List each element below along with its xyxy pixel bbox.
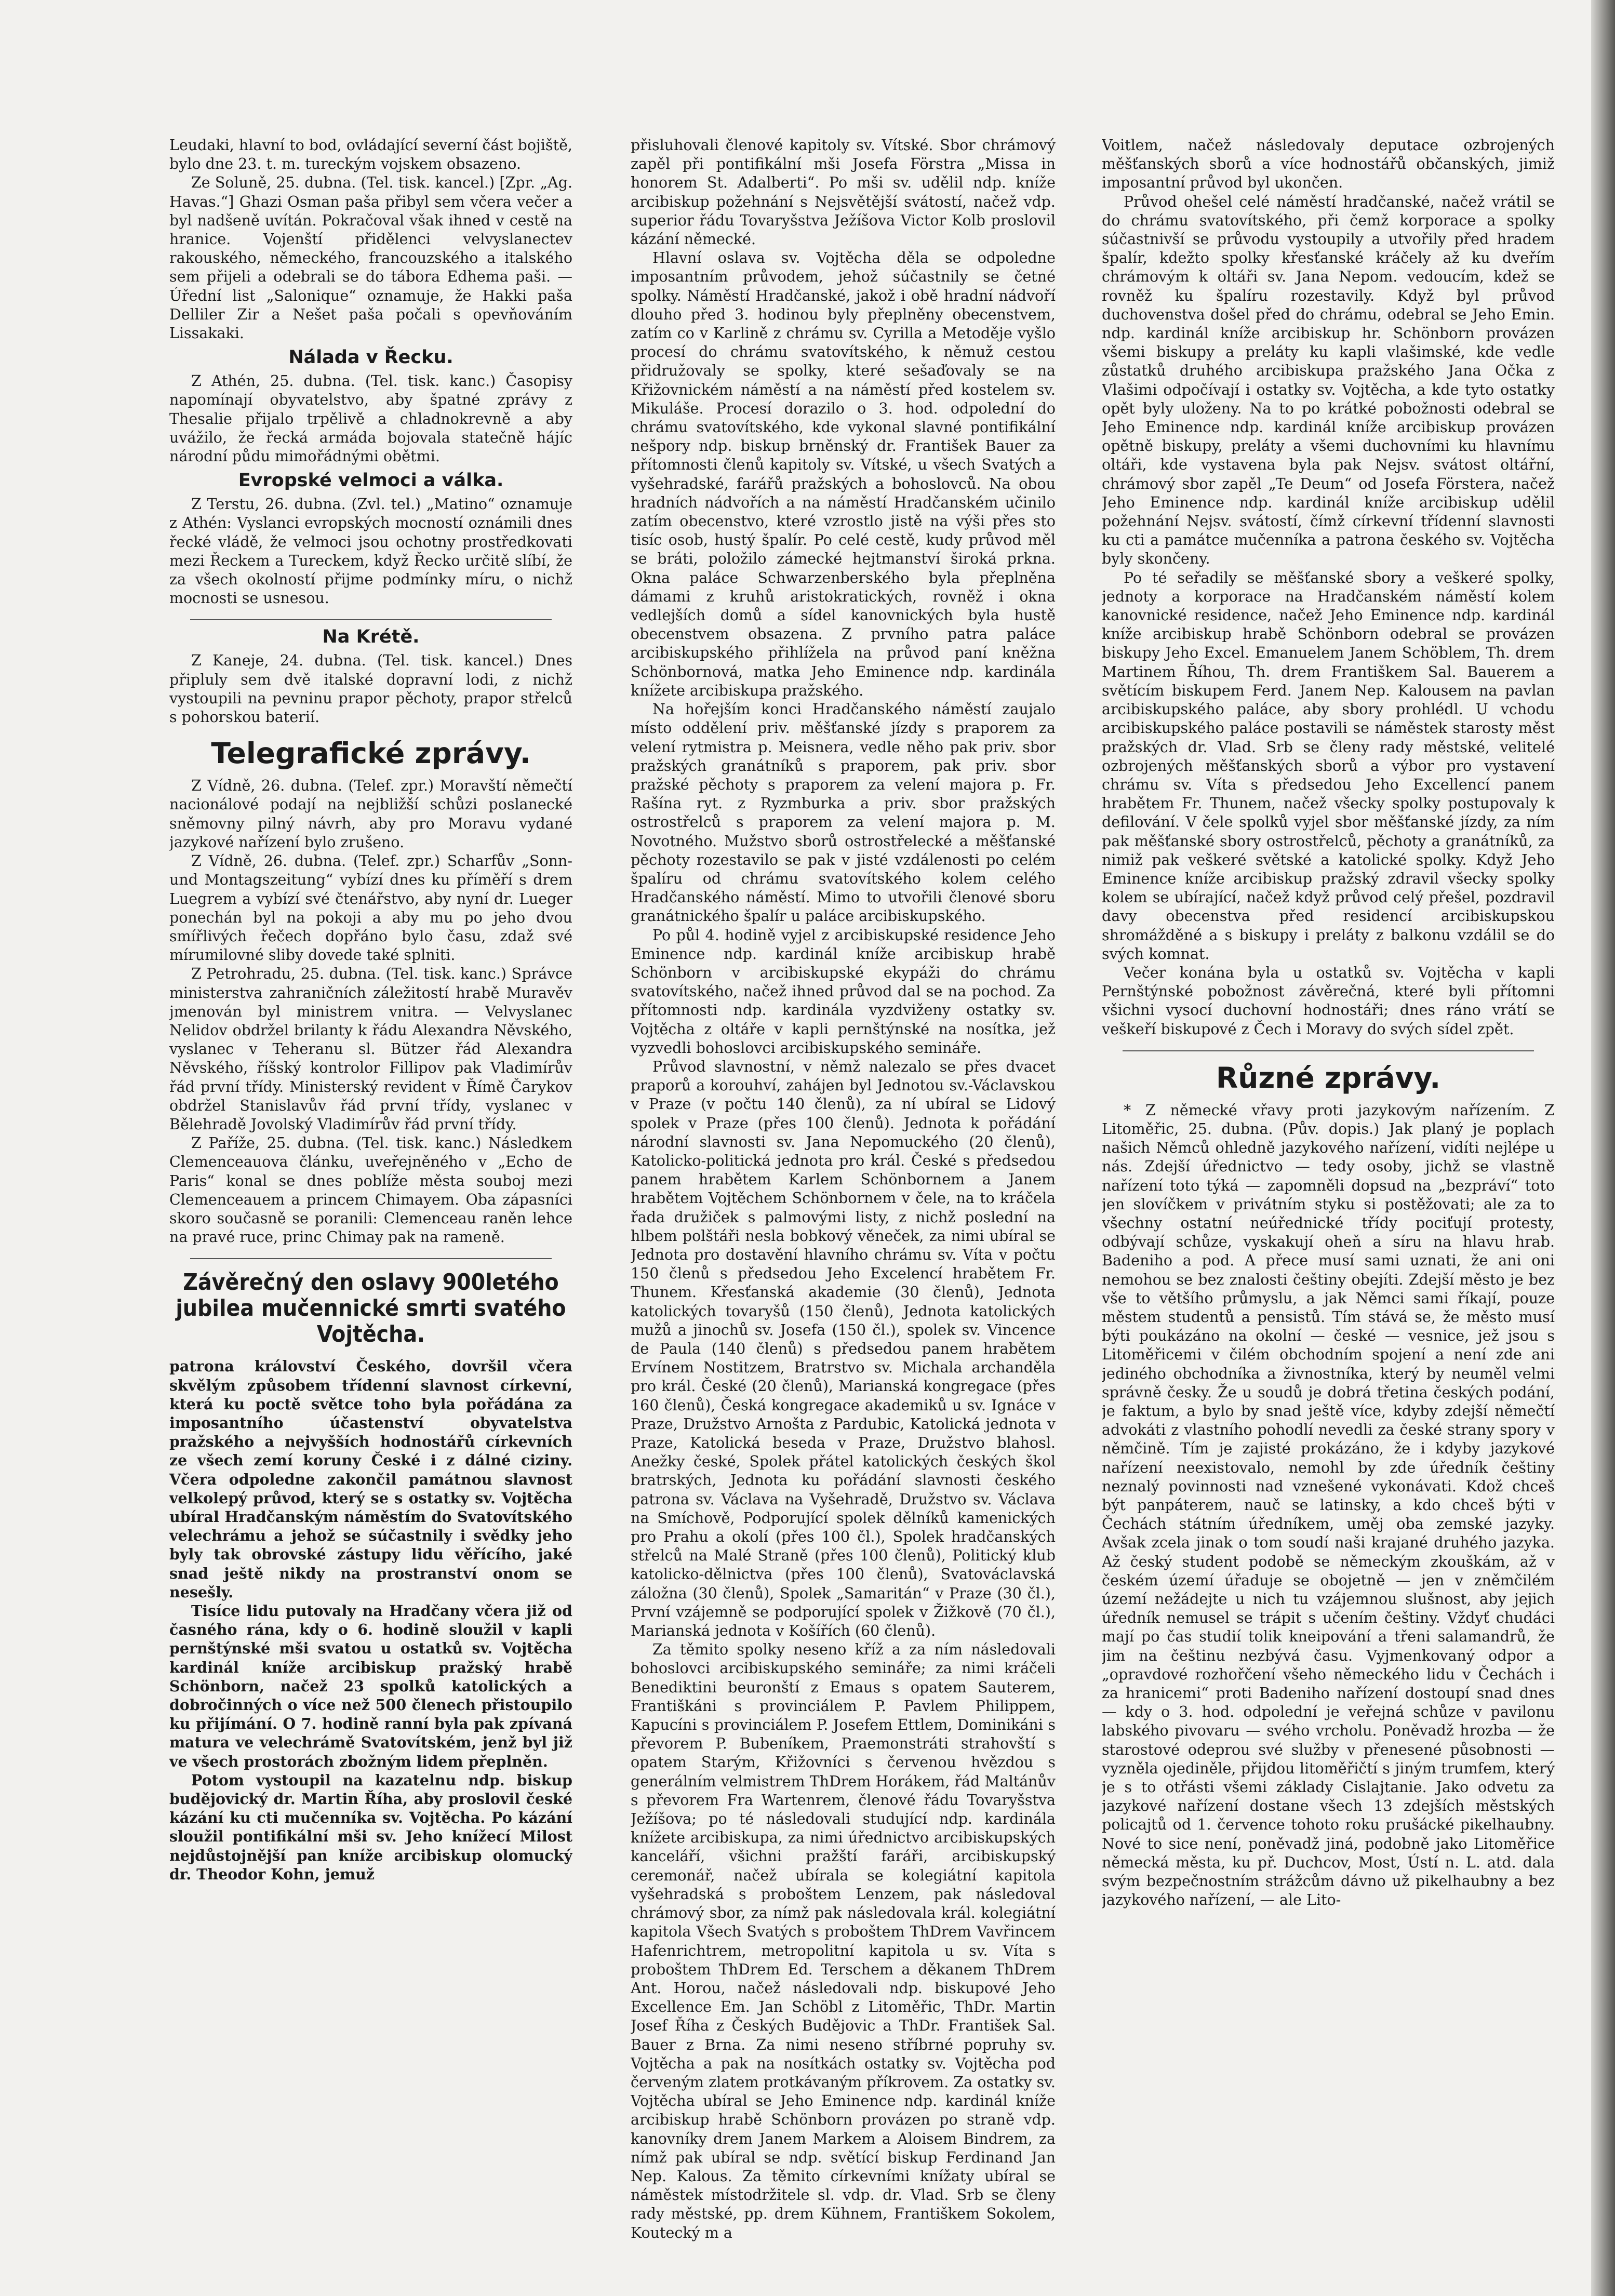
article-text: Z Kaneje, 24. dubna. (Tel. tisk. kancel.) Dnes připluly sem dvě italské dopravní lodi, z nichž vystoupili na pevninu prapor pěchoty, prapor střelců s pohorskou baterií. xyxy=(169,652,572,726)
page-edge xyxy=(1591,0,1615,2296)
article-text: Z Terstu, 26. dubna. (Zvl. tel.) „Matino“ oznamuje z Athén: Vyslanci evropských mocností oznámili dnes řecké vládě, že velmoci jsou ochotny prostředkovati mezi Řeckem a Tureckem, když Řecko určitě slíbí, že za všech okolností přijme podmínky míru, o nichž mocnosti se usnesou. xyxy=(169,496,572,607)
column-3 xyxy=(1102,136,1555,2281)
article-text: Z Petrohradu, 25. dubna. (Tel. tisk. kanc.) Správce ministerstva zahraničních záležitostí hrabě Muravěv jmenován byl ministrem vnitra. — Velvyslanec Nelidov obdržel brilanty k řádu Alexandra Něvského, vyslanec v Teheranu sl. Bützer řád Alexandra Něvského, říšský kontrolor Fillipov pak Vladimírův řád první třídy. Ministerský revident v Římě Čarykov obdržel Stanislavův řád první třídy, vyslanec v Bělehradě Jovolský Vladimírův řád první třídy. xyxy=(169,965,572,1133)
article-text: Z Paříže, 25. dubna. (Tel. tisk. kanc.) Následkem Clemenceauova článku, uveřejněného v „Echo de Paris“ konal se dnes poblíže města souboj mezi Clemenceauem a princem Chimayem. Oba zápasníci skoro současně se poranili: Clemenceau raněn lehce na pravé ruce, princ Chimay pak na rameně. xyxy=(169,1134,572,1246)
article-text: Po půl 4. hodině vyjel z arcibiskupské residence Jeho Eminence ndp. kardinál kníže arcibiskup hrabě Schönborn v arcibiskupské ekypáži do chrámu svatovítského, načež ihned průvod dal se na pochod. Za přítomnosti ndp. kardinála vyzdviženy ostatky sv. Vojtěcha z oltáře v kapli pernštýnské na nosítka, jež vyzvedli bohoslovci arcibiskupského semináře. xyxy=(631,926,1056,1057)
section-title: Telegrafické zprávy. xyxy=(211,737,531,770)
headline: Závěrečný den oslavy 900letého jubilea mučennické smrti svatého Vojtěcha. xyxy=(176,1269,566,1348)
column-2 xyxy=(631,136,1056,2281)
article-text: Průvod ohešel celé náměstí hradčanské, načež vrátil se do chrámu svatovítského, při čemž korporace a spolky súčastnivší se průvodu vystoupily a utvořily před hradem špalír, kdežto spolky křesťanské kráčely až ku dveřím chrámovým k oltáři sv. Jana Nepom. vedoucím, kdež se rovněž ku špalíru rozestavily. Když byl průvod duchovenstva došel před do chrámu, odebral se Jeho Emin. ndp. kardinál kníže arcibiskup hr. Schönborn provázen všemi biskupy a preláty ku kapli vlašimské, kde vedle zůstatků druhého arcibiskupa pražského Jana Očka z Vlašimi odpočívají i ostatky sv. Vojtěcha, a kde tyto ostatky opět byly uloženy. Na to po krátké pobožnosti odebral se Jeho Eminence ndp. kardinál kníže arcibiskup provázen opětně biskupy, preláty a všemi duchovními ku hlavnímu oltáři, kde vystavena byla pak Nejsv. svátost oltářní, chrámový sbor zapěl „Te Deum“ od Josefa Förstera, načež Jeho Eminence ndp. kardinál kníže arcibiskup udělil požehnání Nejsv. svátostí, čímž církevní třídenní slavnosti ku cti a památce mučenníka a patrona českého sv. Vojtěcha byly skončeny. xyxy=(1102,193,1555,568)
article-text: Potom vystoupil na kazatelnu ndp. biskup budějovický dr. Martin Říha, aby proslovil české kázání ku cti mučenníka sv. Vojtěcha. Po kázání sloužil pontifikální mši sv. Jeho knížecí Milost nejdůstojnější pan kníže arcibiskup olomucký dr. Theodor Kohn, jemuž xyxy=(169,1771,572,1883)
article-text: * Z německé vřavy proti jazykovým nařízením. Z Litoměřic, 25. dubna. (Pův. dopis.) Jak planý je poplach našich Němců ohledně jazykového nařízení, vidíti nejlépe u nás. Zdejší úřednictvo — tedy osoby, jichž se vlastně nařízení toto týká — zapomněli dopsud na „bezpráví“ toto jen slovíčkem v privátním styku si postěžovati; ale za to všechny ostatní neúřednické třídy pociťují protesty, odbývají schůze, vyskakují oheň a síru na hlavu hrab. Badeniho a pod. A přece musí sami uznati, že ani oni nemohou se bez znalosti češtiny obejíti. Zdejší město je bez vše to většího průmyslu, a jak Němci sami říkají, pouze městem studentů a pensistů. Tím stává se, že město musí býti poukázáno na okolní — české — vesnice, jež jsou s Litoměřicemi v čilém obchodním spojení a není zde ani jediného obchodníka a živnostníka, který by neuměl velmi správně česky. Že u soudů je dobrá třetina českých podání, je faktum, a bylo by snad ještě více, kdyby zdejší němečtí advokáti z vlastního pohodlí nevedli za české strany spory v němčině. Tím je zajisté prokázáno, že i kdyby jazykové nařízení neexistovalo, nemohl by zde úředník češtiny neznalý povinnosti nad vznešené vykonávati. Kdož chceš být panpáterem, nauč se latinsky, a kdo chceš býti v Čechách státním úředníkem, uměj oba zemské jazyky. Avšak zcela jinak o tom soudí naši krajané druhého jazyka. Až český student podobě se německým zkouškám, až v českém území úřaduje se obojetně — jen v zněmčilém území nežádejte u nich tu vzájemnou slušnost, aby jejich úředník nemusel se trápit s učením češtiny. Vždyť chudáci mají po čas studií tolik kneipování a třeni salamandrů, že jim na češtinu nezbývá času. Vyjmenkovaný odpor a „opravdové rozhořčení všeho německého lidu v Čechách i za hranicemi“ proti Badeniho nařízení dostoupí snad dnes — kdy o 3. hod. odpolední je veřejná schůze v pavilonu labského pivovaru — svého vrcholu. Poněvadž hrozba — že starostové odeprou své služby v přenesené působnosti — vyzněla ojediněle, přijdou litoměřičtí s jiným trumfem, který je s to otřásti všemi základy Cislajtanie. Jako odvetu za jazykové nařízení dostane všech 13 zdejších městských policajtů od 1. července tohoto roku prušácké pikelhaubny. Nové to sice není, poněvadž jiná, podobně jako Litoměřice německá města, ku př. Duchcov, Most, Ústí n. L. atd. dala svým bezpečnostním strážcům dávno už pikelhaubny a bez jazykového nařízení, — ale Lito- xyxy=(1102,1101,1555,1909)
article-text: Průvod slavnostní, v němž nalezalo se přes dvacet praporů a korouhví, zahájen byl Jednotou sv.-Václavskou v Praze (v počtu 140 členů), za ní ubíral se Lidový spolek v Praze (přes 100 členů). Jednota k pořádání národní slavnosti sv. Jana Nepomuckého (20 členů), Katolicko-politická jednota pro král. České s předsedou panem hrabětem Karlem Schönbornem a Janem hrabětem Vojtěchem Schönbornem v čele, na to kráčela řada družiček s palmovými listy, z nichž poslední na hlbem polštáři nesla bobkový věneček, za nimi ubíral se Jednota pro dostavění hlavního chrámu sv. Víta v počtu 150 členů s předsedou Jeho Excelencí hrabětem Fr. Thunem. Křesťanská akademie (30 členů), Jednota katolických tovaryšů (150 členů), Jednota katolických mužů a jinochů sv. Josefa (150 čl.), spolek sv. Vincence de Paula (140 členů) s předsedou panem hrabětem Ervínem Nostitzem, Bratrstvo sv. Michala archanděla pro král. České (20 členů), Marianská kongregace (přes 160 členů), Česká kongregace akademiků u sv. Ignáce v Praze, Družstvo Arnošta z Pardubic, Katolická jednota v Praze, Katolická beseda v Praze, Družstvo blahosl. Anežky české, Spolek přátel katolických českých škol bratrských, Jednota ku pořádání slavnosti českého patrona sv. Václava na Vyšehradě, Družstvo sv. Václava na Smíchově, Podporující spolek dělníků kamenických pro Prahu a okolí (přes 100 čl.), Spolek hradčanských střelců na Malé Straně (přes 100 členů), Politický klub katolicko-dělnictva (přes 100 členů), Svatováclavská záložna (30 členů), Spolek „Samaritán“ v Praze (30 čl.), První vzájemně se podporující spolek v Žižkově (70 čl.), Marianská jednota v Košířích (60 členů). xyxy=(631,1058,1056,1640)
article-text: Za těmito spolky neseno kříž a za ním následovali bohoslovci arcibiskupského semináře; za nimi kráčeli Benediktini beuronští z Emaus s opatem Sauterem, Františkáni s provinciálem P. Pavlem Philippem, Kapucíni s provinciálem P. Josefem Ettlem, Dominikáni s převorem P. Bubeníkem, Praemonstráti strahovští s opatem Starým, Křižovníci s červenou hvězdou s generálním velmistrem ThDrem Horákem, řád Maltánův s převorem Fra Wartenrem, členové řádu Tovaryšstva Ježíšova; po té následovali studující ndp. kardinála knížete arcibiskupa, za nimi úřednictvo arcibiskupských kanceláří, všichni pražští faráři, arcibiskupský ceremonář, načež ubírala se kolegiátní kapitola vyšehradská s proboštem Lenzem, pak následoval chrámový sbor, za nímž pak následovala král. kolegiátní kapitola Všech Svatých s proboštem ThDrem Vavřincem Hafenrichtrem, metropolitní kapitola u sv. Víta s proboštem ThDrem Ed. Terschem a děkanem ThDrem Ant. Horou, načež následovali ndp. biskupové Jeho Excellence Em. Jan Schöbl z Litoměřic, ThDr. Martin Josef Říha z Českých Budějovic a ThDr. František Sal. Bauer z Brna. Za nimi neseno stříbrné popruhy sv. Vojtěcha a pak na nosítkách ostatky sv. Vojtěcha pod červeným zlatem protkávaným příkrovem. Za ostatky sv. Vojtěcha ubíral se Jeho Eminence ndp. kardinál kníže arcibiskup hrabě Schönborn provázen po straně vdp. kanovníky drem Janem Markem a Aloisem Bindrem, za nímž pak ubíral se ndp. světící biskup Ferdinand Jan Nep. Kalous. Za těmito církevními knížaty ubíral se náměstek místodržitele sl. vdp. dr. Vlad. Srb se členy rady městské, pp. drem Kühnem, Františkem Sokolem, Koutecký m a xyxy=(631,1641,1056,2241)
section-title: Různé zprávy. xyxy=(1216,1061,1441,1094)
divider xyxy=(190,1258,552,1259)
article-text: Tisíce lidu putovaly na Hradčany včera již od časného rána, kdy o 6. hodině sloužil v kapli pernštýnské mši svatou u ostatků sv. Vojtěcha kardinál kníže arcibiskup pražský hrabě Schönborn, načež 23 spolků katolických a dobročinných o více než 500 členech přistoupilo ku přijímání. O 7. hodině ranní byla pak zpívaná matura ve velechrámě Svatovítském, jenž byl již ve všech prostorách zbožným lidem přeplněn. xyxy=(169,1602,572,1770)
section-heading: Na Krétě. xyxy=(322,626,420,648)
divider xyxy=(190,619,552,620)
article-text: Z Vídně, 26. dubna. (Telef. zpr.) Moravští němečtí nacionálové podají na nejbližší schůzi poslanecké sněmovny pilný návrh, aby pro Moravu vydané jazykové nařízení bylo zrušeno. xyxy=(169,777,572,851)
column-1 xyxy=(169,136,572,2281)
article-text: Po té seřadily se měšťanské sbory a veškeré spolky, jednoty a korporace na Hradčanském náměstí kolem kanovnické residence, načež Jeho Eminence ndp. kardinál kníže arcibiskup hrabě Schönborn odebral se provázen biskupy Jeho Excel. Emanuelem Janem Schöblem, Th. drem Martinem Říhou, Th. drem Františkem Sal. Bauerem a světícím biskupem Ferd. Janem Nep. Kalousem na pavlan arcibiskupského paláce, aby sbory prohlédl. U vchodu arcibiskupského paláce postavili se náměstek starosty měst pražských dr. Vlad. Srb se členy rady městské, velitelé ozbrojených měšťanských sborů a výbor pro vystavení chrámu sv. Víta s předsedou Jeho Excellencí panem hrabětem Fr. Thunem, načež všecky spolky postupovaly k defilování. V čele spolků vyjel sbor měšťanské jízdy, za ním pak měšťanské sbory ostrostřelců, pěchoty a granátníků, za nimiž pak veškeré světské a katolické spolky. Když Jeho Eminence kníže arcibiskup pražský zdravil všecky spolky kolem se ubírající, načež když průvod celý přešel, pozdravil davy obecenstva před residencí arcibiskupskou shromážděné a s biskupy i preláty z balkonu vzdálil se do svých komnat. xyxy=(1102,569,1555,963)
article-text: Ze Soluně, 25. dubna. (Tel. tisk. kancel.) [Zpr. „Ag. Havas.“] Ghazi Osman paša přibyl sem včera večer a byl nadšeně uvítán. Pokračoval však ihned v cestě na hranice. Vojenští přidělenci velvyslanectev rakouského, německého, francouzského a italského sem přijeli a odebrali se do tábora Edhema paši. — Úřední list „Salonique“ oznamuje, že Hakki paša Delliler Zir a Nešet paša počali s opevňováním Lissakaki. xyxy=(169,174,572,342)
article-text: Z Vídně, 26. dubna. (Telef. zpr.) Scharfův „Sonn- und Montagszeitung“ vybízí dnes ku příměří s drem Luegrem a vybízí své čtenářstvo, aby nyní dr. Lueger ponechán byl na pokoji a aby mu po jeho dvou smířlivých řečech dopřáno bylo času, zdaž své mírumilovné sliby dovede také splniti. xyxy=(169,852,572,964)
article-text: Hlavní oslava sv. Vojtěcha děla se odpoledne imposantním průvodem, jehož súčastnily se četné spolky. Náměstí Hradčanské, jakož i obě hradní nádvoří dlouho před 3. hodinou byly přeplněny obecenstvem, zatím co v Karlině z chrámu sv. Cyrilla a Metoděje vyšlo procesí do chrámu svatovítského, k němuž cestou přidružovaly se spolky, které sešaďovaly se na Křižovnickém náměstí a na náměstí před kostelem sv. Mikuláše. Procesí dorazilo o 3. hod. odpolední do chrámu svatovítského, kde vykonal slavné pontifikální nešpory ndp. biskup brněnský dr. František Bauer za přítomnosti členů kapitoly sv. Vítské, u všech Svatých a vyšehradské, farářů pražských a bohoslovců. Na obou hradních nádvořích a na náměstí Hradčanském učinilo zatím obecenstvo, které vzrostlo jistě na výši přes sto tisíc osob, hustý špalír. Po celé cestě, kudy průvod měl se bráti, položilo zámecké hejtmanství široká prkna. Okna paláce Schwarzenberského byla přeplněna dámami z kruhů aristokratických, rovněž i okna vedlejších domů a sídel kanovnických byla hustě obecenstvem obsazena. Z prvního patra paláce arcibiskupského přihlížela na průvod paní kněžna Schönbornová, matka Jeho Eminence ndp. kardinála knížete arcibiskupa pražského. xyxy=(631,249,1056,699)
article-text: Z Athén, 25. dubna. (Tel. tisk. kanc.) Časopisy napomínají obyvatelstvo, aby špatné zprávy z Thesalie přijalo trpělivě a chladnokrevně a aby uvážilo, že řecká armáda bojovala statečně hájíc národní půdu mimořádnými obětmi. xyxy=(169,372,572,465)
article-text: patrona království Českého, dovršil včera skvělým způsobem třídenní slavnost církevní, která ku poctě světce toho byla pořádána za imposantního účastenství obyvatelstva pražského a nejvyšších hodnostářů církevních ze všech zemí koruny České i z dálné ciziny. Včera odpoledne zakončil památnou slavnost velkolepý průvod, který se s ostatky sv. Vojtěcha ubíral Hradčanským náměstím do Svatovítského velechrámu a jehož se súčastnily i svědky jeho byly tak obrovské zástupy lidu věřícího, jaké snad ještě nikdy na prostranství onom se nesešly. xyxy=(169,1357,572,1601)
article-text: Voitlem, načež následovaly deputace ozbrojených měšťanských sborů a více hodnostářů občanských, jimiž imposantní průvod byl ukončen. xyxy=(1102,137,1555,192)
section-heading: Evropské velmoci a válka. xyxy=(238,470,504,491)
article-text: přisluhovali členové kapitoly sv. Vítské. Sbor chrámový zapěl při pontifikální mši Josefa Förstra „Missa in honorem St. Adalberti“. Po mši sv. udělil ndp. kníže arcibiskup požehnání s Nejsvětější svátostí, načež vdp. superior řádu Tovaryšstva Ježíšova Victor Kolb proslovil kázání německé. xyxy=(631,137,1056,248)
article-text: Leudaki, hlavní to bod, ovládající severní část bojiště, bylo dne 23. t. m. tureckým vojskem obsazeno. xyxy=(169,137,572,173)
article-text: Na hořejším konci Hradčanského náměstí zaujalo místo oddělení priv. měšťanské jízdy s praporem za velení rytmistra p. Meisnera, vedle něho pak priv. sbor pražských granátníků s praporem, pak priv. sbor pražské pěchoty s praporem za velení majora p. Fr. Rašína ryt. z Ryzmburka a priv. sbor pražských ostrostřelců s praporem za velení majora p. M. Novotného. Mužstvo sborů ostrostřelecké a měšťanské pěchoty rozestavilo se pak v jisté vzdálenosti po celém špalíru od chrámu svatovítského kolem celého Hradčanského náměstí. Mimo to utvořili členové sboru granátnického špalír u paláce arcibiskupského. xyxy=(631,701,1056,925)
divider xyxy=(1123,1050,1534,1051)
section-heading: Nálada v Řecku. xyxy=(288,347,453,368)
article-text: Večer konána byla u ostatků sv. Vojtěcha v kapli Pernštýnské pobožnost závěrečná, které byli přítomni všichni vysocí duchovní hodnostáři; dnes ráno vrátí se veškeří biskupové z Čech i Moravy do svých sídel zpět. xyxy=(1102,964,1555,1038)
